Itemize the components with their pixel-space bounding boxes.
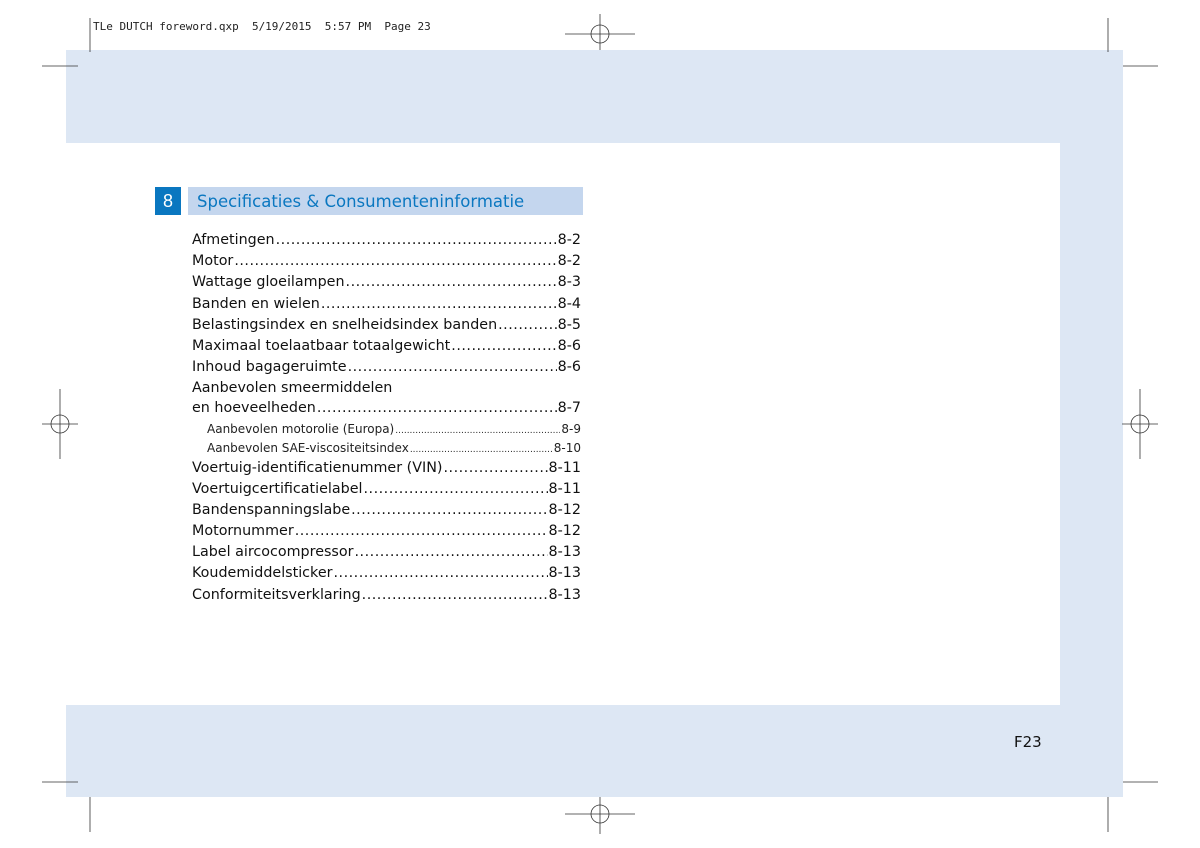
- toc-entry[interactable]: [192, 500, 581, 521]
- chapter-title: Specificaties & Consumenteninformatie: [188, 187, 583, 215]
- toc-entry-page: 8-11: [548, 459, 581, 476]
- toc-entry-label: Motornummer: [192, 523, 294, 540]
- registration-mark-right: [1122, 389, 1158, 459]
- toc-leader-dots: [317, 398, 557, 419]
- toc-leader-dots: [451, 336, 556, 357]
- toc-entry[interactable]: [192, 563, 581, 584]
- toc-leader-dots: [234, 251, 556, 272]
- toc-entry-label: Bandenspanningslabe: [192, 501, 351, 518]
- registration-mark-bottom: [565, 797, 635, 834]
- toc-entry-page: 8-13: [548, 586, 581, 603]
- toc-entry-page: 8-3: [557, 274, 581, 291]
- toc-entry-page: 8-5: [557, 316, 581, 333]
- toc-entry[interactable]: [192, 585, 581, 606]
- toc-entry-label: Motor: [192, 253, 234, 270]
- toc-entry-label: Belastingsindex en snelheidsindex banden: [192, 316, 498, 333]
- toc-entry-label: en hoeveelheden: [192, 400, 316, 417]
- toc-entry-page: 8-7: [557, 400, 581, 417]
- toc-entry[interactable]: [192, 272, 581, 293]
- page-number: F23: [1014, 733, 1042, 751]
- toc-entry[interactable]: [192, 542, 581, 563]
- toc-leader-dots: [362, 585, 548, 606]
- toc-entry[interactable]: [192, 378, 581, 398]
- toc-entry[interactable]: [192, 230, 581, 251]
- toc-entry[interactable]: [192, 420, 581, 439]
- print-slug: TLe DUTCH foreword.qxp 5/19/2015 5:57 PM Page 23: [93, 20, 431, 33]
- toc-leader-dots: [444, 458, 548, 479]
- toc-entry[interactable]: [192, 251, 581, 272]
- toc-entry[interactable]: [192, 357, 581, 378]
- toc-entry[interactable]: [192, 458, 581, 479]
- toc-leader-dots: [348, 357, 557, 378]
- toc-entry-page: 8-10: [553, 440, 581, 455]
- toc-entry[interactable]: [192, 294, 581, 315]
- toc-entry-label: Inhoud bagageruimte: [192, 359, 347, 376]
- toc-entry-label: Afmetingen: [192, 232, 275, 248]
- toc-leader-dots: [395, 422, 560, 441]
- toc-entry-page: 8-6: [557, 337, 581, 354]
- toc-entry-label: Koudemiddelsticker: [192, 565, 333, 582]
- toc-entry-label: Banden en wielen: [192, 295, 320, 312]
- toc-entry-page: 8-2: [557, 253, 581, 270]
- toc-leader-dots: [351, 500, 547, 521]
- toc-entry-label: Conformiteitsverklaring: [192, 586, 361, 603]
- toc-entry-page: 8-12: [548, 501, 581, 518]
- toc-entry-label: Wattage gloeilampen: [192, 274, 345, 291]
- toc-entry-page: 8-11: [548, 480, 581, 497]
- toc-leader-dots: [364, 479, 548, 500]
- toc-entry-page: 8-12: [548, 523, 581, 540]
- registration-mark-top: [565, 14, 635, 50]
- toc-entry-label: Aanbevolen SAE-viscositeitsindex: [207, 440, 409, 455]
- toc-leader-dots: [498, 315, 557, 336]
- toc-entry-label: Aanbevolen smeermiddelen: [192, 380, 393, 397]
- toc-entry-page: 8-6: [557, 359, 581, 376]
- toc-leader-dots: [276, 230, 557, 251]
- toc-entry[interactable]: [192, 479, 581, 500]
- toc-leader-dots: [355, 542, 548, 563]
- registration-mark-left: [42, 389, 78, 459]
- toc-entry-page: 8-13: [548, 544, 581, 561]
- toc-leader-dots: [334, 563, 548, 584]
- toc-entry[interactable]: [192, 521, 581, 542]
- toc-leader-dots: [321, 294, 557, 315]
- toc-entry-label: Voertuig-identificatienummer (VIN): [192, 459, 443, 476]
- toc-entry[interactable]: [192, 336, 581, 357]
- toc-leader-dots: [295, 521, 548, 542]
- toc-entry-page: 8-13: [548, 565, 581, 582]
- toc-entry-page: 8-9: [561, 421, 581, 436]
- chapter-number-badge: 8: [155, 187, 181, 215]
- toc-entry-page: 8-4: [557, 295, 581, 312]
- toc-entry-label: Voertuigcertificatielabel: [192, 480, 363, 497]
- toc-entry-page: 8-2: [557, 232, 581, 248]
- toc-entry-label: Label aircocompressor: [192, 544, 354, 561]
- toc-entry[interactable]: [192, 398, 581, 419]
- table-of-contents: [192, 230, 581, 606]
- toc-entry[interactable]: [192, 315, 581, 336]
- toc-leader-dots: [346, 272, 557, 293]
- toc-entry-label: Aanbevolen motorolie (Europa): [207, 421, 395, 436]
- toc-entry-label: Maximaal toelaatbaar totaalgewicht: [192, 337, 451, 354]
- toc-entry[interactable]: [192, 439, 581, 458]
